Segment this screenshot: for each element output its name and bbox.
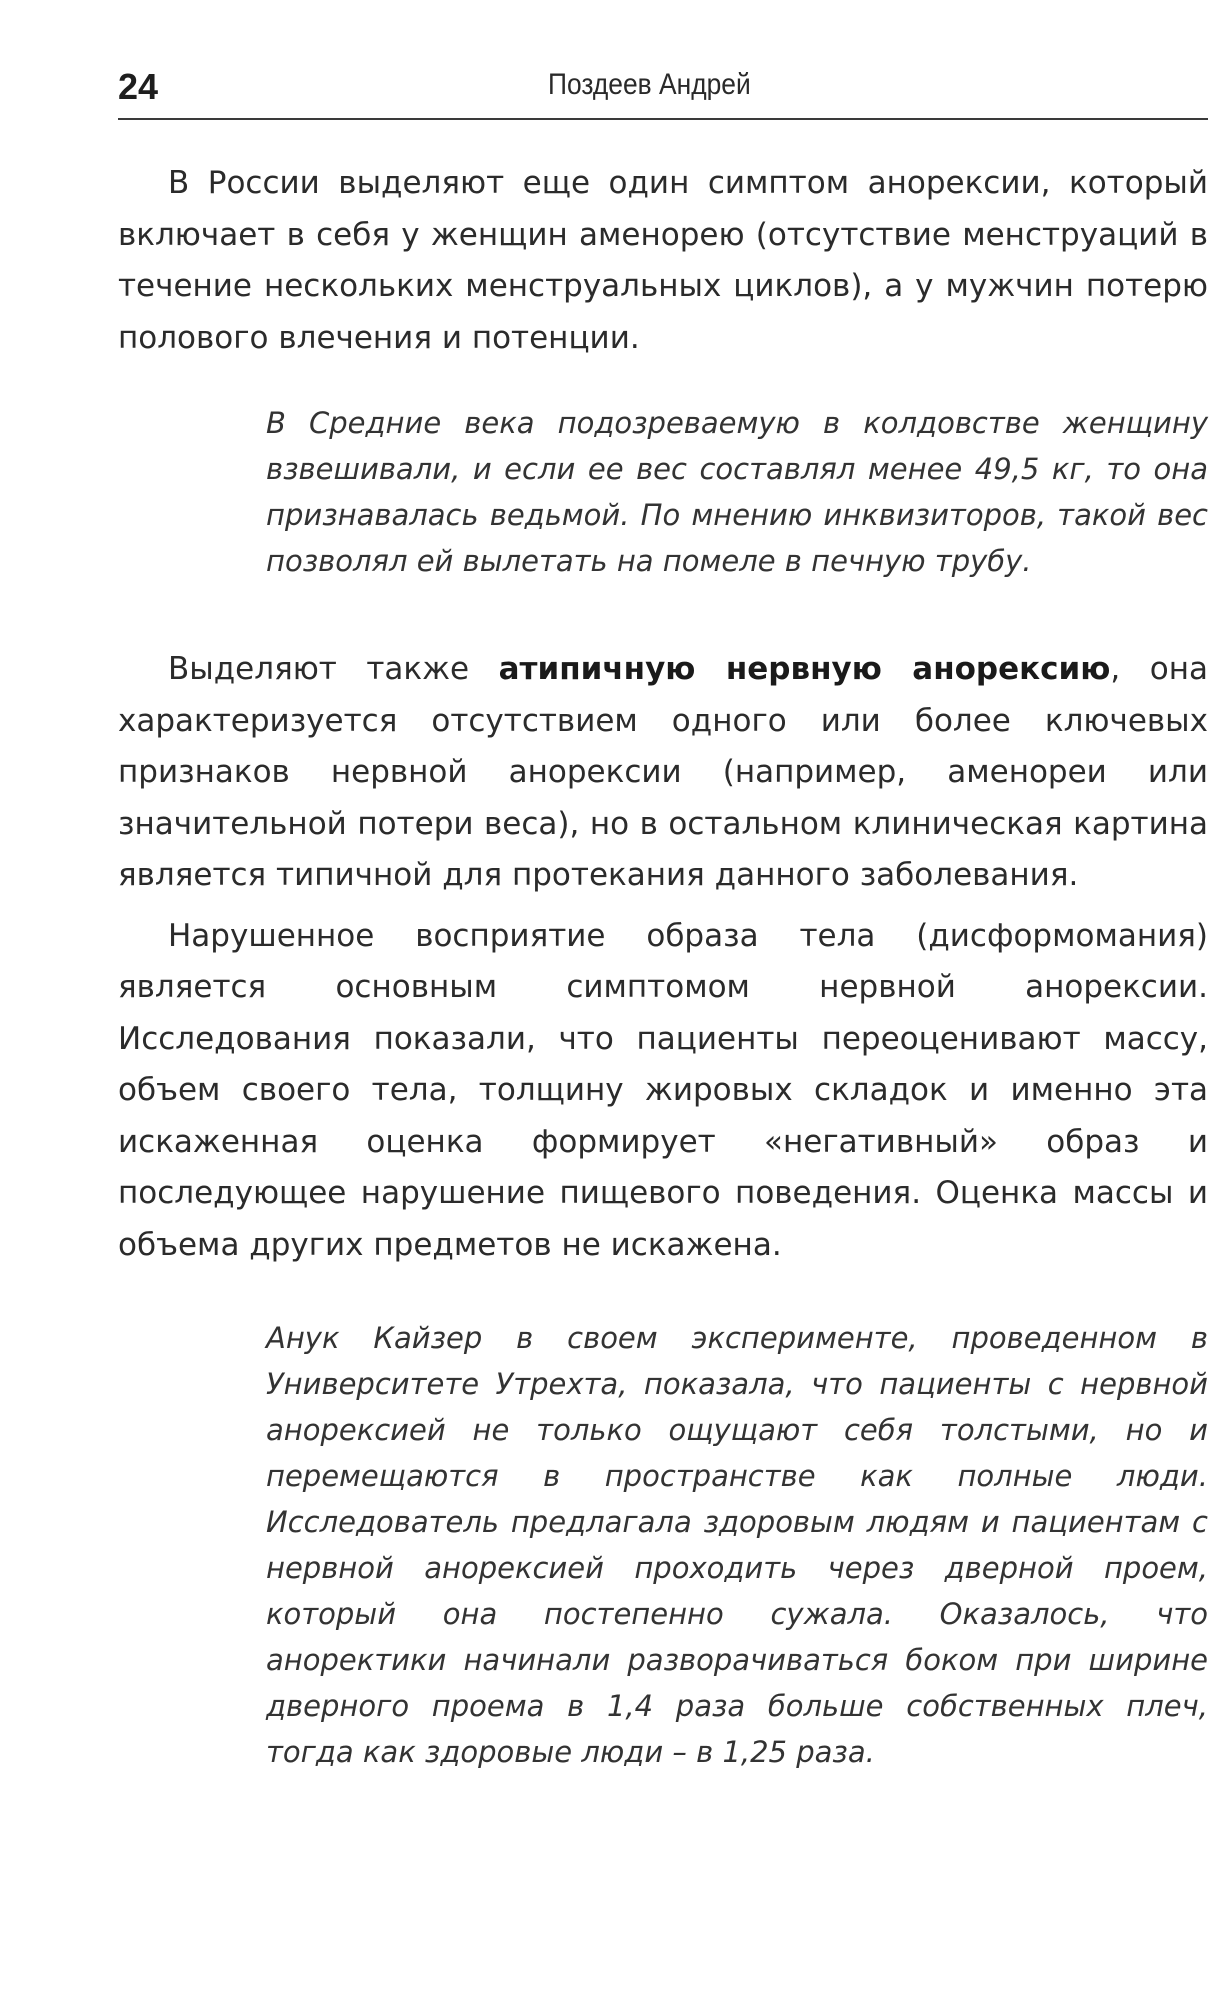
paragraph-amenorrhea: В России выделяют еще один симптом анорексии, который включает в себя у женщин аменорею (отсутствие менструаций в течение нескольких менструальных циклов), а у мужчин потерю полового влечения и потенции. [118, 165, 1208, 356]
paragraph-body-image: Нарушенное восприятие образа тела (дисформомания) является основным симптомом нервной анорексии. Исследования показали, что пациенты переоценивают массу, объем своего тела, толщину жировых складок и именно эта искаженная оценка формирует «негативный» образ и последующее нарушение пищевого поведения. Оценка массы и объема других предметов не искажена. [118, 917, 1208, 1263]
page-header [118, 62, 1208, 120]
sidebar-quote-doorway-experiment: Анук Кайзер в своем эксперименте, проведенном в Университете Утрехта, показала, что пациенты с нервной анорексией не только ощущают себя толстыми, но и перемещаются в пространстве как полные люди. Исследователь предлагала здоровым людям и пациентам с нервной анорексией проходить через дверной проем, который она постепенно сужала. Оказалось, что аноректики начинали разворачиваться боком при ширине дверного проема в 1,4 раза больше собственных плеч, тогда как здоровые люди – в 1,25 раза. [266, 1321, 1208, 1769]
paragraph-atypical-anorexia-lead: Выделяют также [168, 651, 499, 687]
paragraph-atypical-anorexia-rest: , она характеризуется отсутствием одного или более ключевых признаков нервной анорексии (например, аменореи или значительной потери веса), но в остальном клиническая картина является типичной для протекания данного заболевания. [118, 651, 1208, 893]
page-body [118, 158, 1208, 1775]
page-number: 24 [118, 66, 159, 107]
sidebar-quote-witch-weighing: В Средние века подозреваемую в колдовстве женщину взвешивали, и если ее вес составлял менее 49,5 кг, то она признавалась ведьмой. По мнению инквизиторов, такой вес позволял ей вылетать на помеле в печную трубу. [266, 406, 1208, 578]
term-atypical-anorexia: атипичную нервную анорексию [498, 651, 1111, 687]
paragraph-atypical-anorexia [118, 644, 1208, 902]
running-head-author: Поздеев Андрей [548, 68, 751, 101]
